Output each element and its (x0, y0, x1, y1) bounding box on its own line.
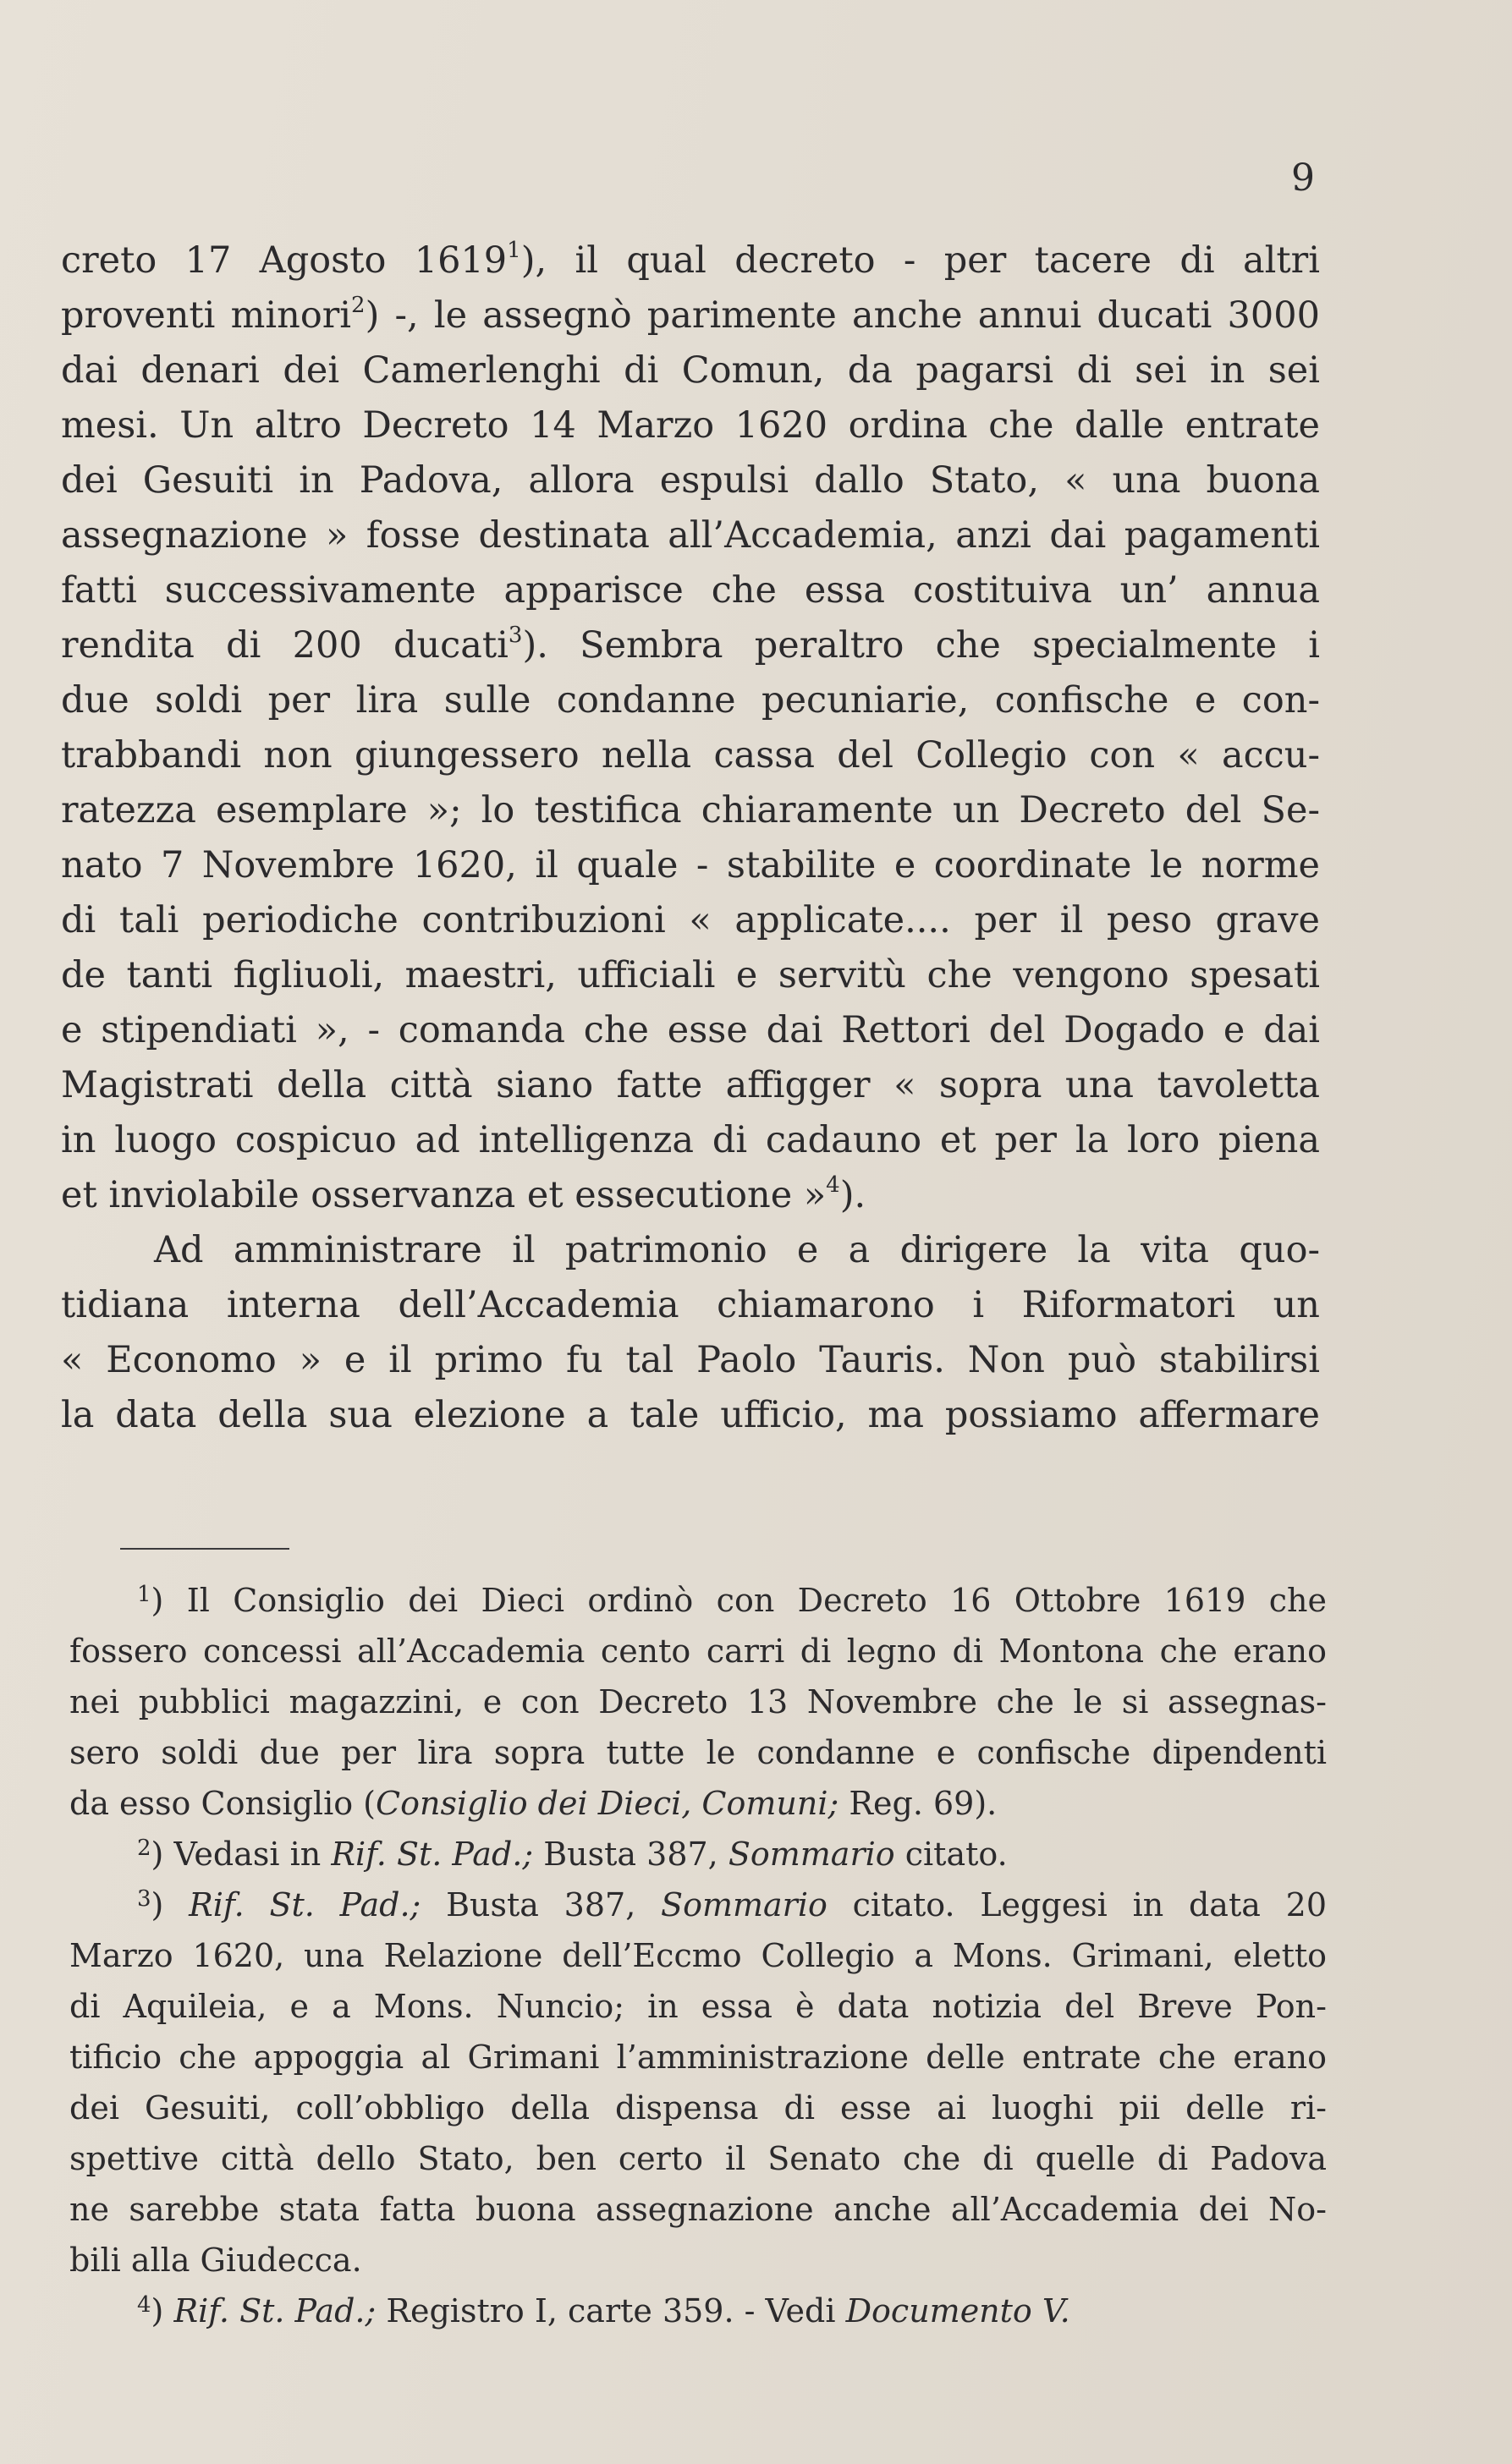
footnote-line: nei pubblici magazzini, e con Decreto 13 Novembre che le si assegnas- (69, 1683, 1327, 1720)
text-line: in luogo cospicuo ad intelligenza di cadauno et per la loro piena (61, 1119, 1320, 1161)
text-line: ratezza esemplare »; lo testifica chiaramente un Decreto del Se- (61, 789, 1320, 831)
text-line: de tanti figliuoli, maestri, ufficiali e servitù che vengono spesati (61, 954, 1320, 996)
footnotes (69, 1575, 1327, 2336)
footnote-ref[interactable]: 2 (351, 293, 366, 318)
footnote-line: da esso Consiglio (Consiglio dei Dieci, Comuni; Reg. 69). (69, 1785, 998, 1822)
footnote-line: fossero concessi all’Accademia cento carri di legno di Montona che erano (69, 1633, 1327, 1670)
text-line: mesi. Un altro Decreto 14 Marzo 1620 ordina che dalle entrate (61, 404, 1320, 447)
footnote-line: tificio che appoggia al Grimani l’amministrazione delle entrate che erano (69, 2039, 1327, 2076)
footnote-line: dei Gesuiti, coll’obbligo della dispensa di esse ai luoghi pii delle ri- (69, 2089, 1327, 2127)
footnote-separator (120, 1548, 289, 1550)
text-line: trabbandi non giungessero nella cassa del Collegio con « accu- (61, 734, 1320, 777)
footnote-line: bili alla Giudecca. (69, 2242, 362, 2279)
text-line: « Economo » e il primo fu tal Paolo Tauris. Non può stabilirsi (61, 1339, 1320, 1381)
text-line: di tali periodiche contribuzioni « applicate.... per il peso grave (61, 899, 1320, 941)
text-line: dai denari dei Camerlenghi di Comun, da pagarsi di sei in sei (61, 349, 1320, 392)
body-text (61, 233, 1320, 1443)
text-line: due soldi per lira sulle condanne pecuniarie, confische e con- (61, 679, 1320, 722)
footnote-line: di Aquileia, e a Mons. Nuncio; in essa è data notizia del Breve Pon- (69, 1988, 1327, 2025)
footnote-line: ne sarebbe stata fatta buona assegnazione anche all’Accademia dei No- (69, 2191, 1327, 2228)
page-number: 9 (1291, 156, 1315, 200)
footnote-1: $^1$) Il Consiglio dei Dieci ordinò con Decreto 16 Ottobre 1619 che (137, 1582, 1327, 1619)
footnote-2: $^2$) Vedasi in Rif. St. Pad.; Busta 387, Sommario citato. (137, 1836, 1008, 1873)
footnote-line: sero soldi due per lira sopra tutte le condanne e confische dipendenti (69, 1734, 1327, 1771)
text-line: creto 17 Agosto 1619$^1$), il qual decreto - per tacere di altri (61, 238, 1320, 282)
footnote-ref[interactable]: 3 (508, 623, 523, 648)
text-line: nato 7 Novembre 1620, il quale - stabilite e coordinate le norme (61, 844, 1320, 886)
text-line: la data della sua elezione a tale ufficio, ma possiamo affermare (61, 1394, 1320, 1436)
text-line: Ad amministrare il patrimonio e a dirigere la vita quo- (154, 1229, 1320, 1271)
footnote-line: Marzo 1620, una Relazione dell’Eccmo Collegio a Mons. Grimani, eletto (69, 1937, 1327, 1974)
text-line: proventi minori$^2$) -, le assegnò parimente anche annui ducati 3000 (61, 293, 1320, 337)
footnote-4: $^4$) Rif. St. Pad.; Registro I, carte 359. - Vedi Documento V. (137, 2292, 1070, 2330)
text-line: fatti successivamente apparisce che essa costituiva un’ annua (61, 569, 1320, 612)
footnote-ref[interactable]: 4 (826, 1172, 840, 1198)
text-line: Magistrati della città siano fatte affigger « sopra una tavoletta (61, 1064, 1320, 1106)
text-line: assegnazione » fosse destinata all’Accademia, anzi dai pagamenti (61, 514, 1320, 557)
footnote-3: $^3$) Rif. St. Pad.; Busta 387, Sommario citato. Leggesi in data 20 (137, 1886, 1327, 1923)
footnote-line: spettive città dello Stato, ben certo il Senato che di quelle di Padova (69, 2140, 1327, 2177)
text-line: et inviolabile osservanza et essecutione »$^4$). (61, 1172, 866, 1216)
footnote-ref[interactable]: 1 (507, 238, 521, 263)
text-line: dei Gesuiti in Padova, allora espulsi dallo Stato, « una buona (61, 459, 1320, 502)
text-line: e stipendiati », - comanda che esse dai Rettori del Dogado e dai (61, 1009, 1320, 1051)
text-line: tidiana interna dell’Accademia chiamarono i Riformatori un (61, 1284, 1320, 1326)
text-line: rendita di 200 ducati$^3$). Sembra peraltro che specialmente i (61, 623, 1320, 667)
